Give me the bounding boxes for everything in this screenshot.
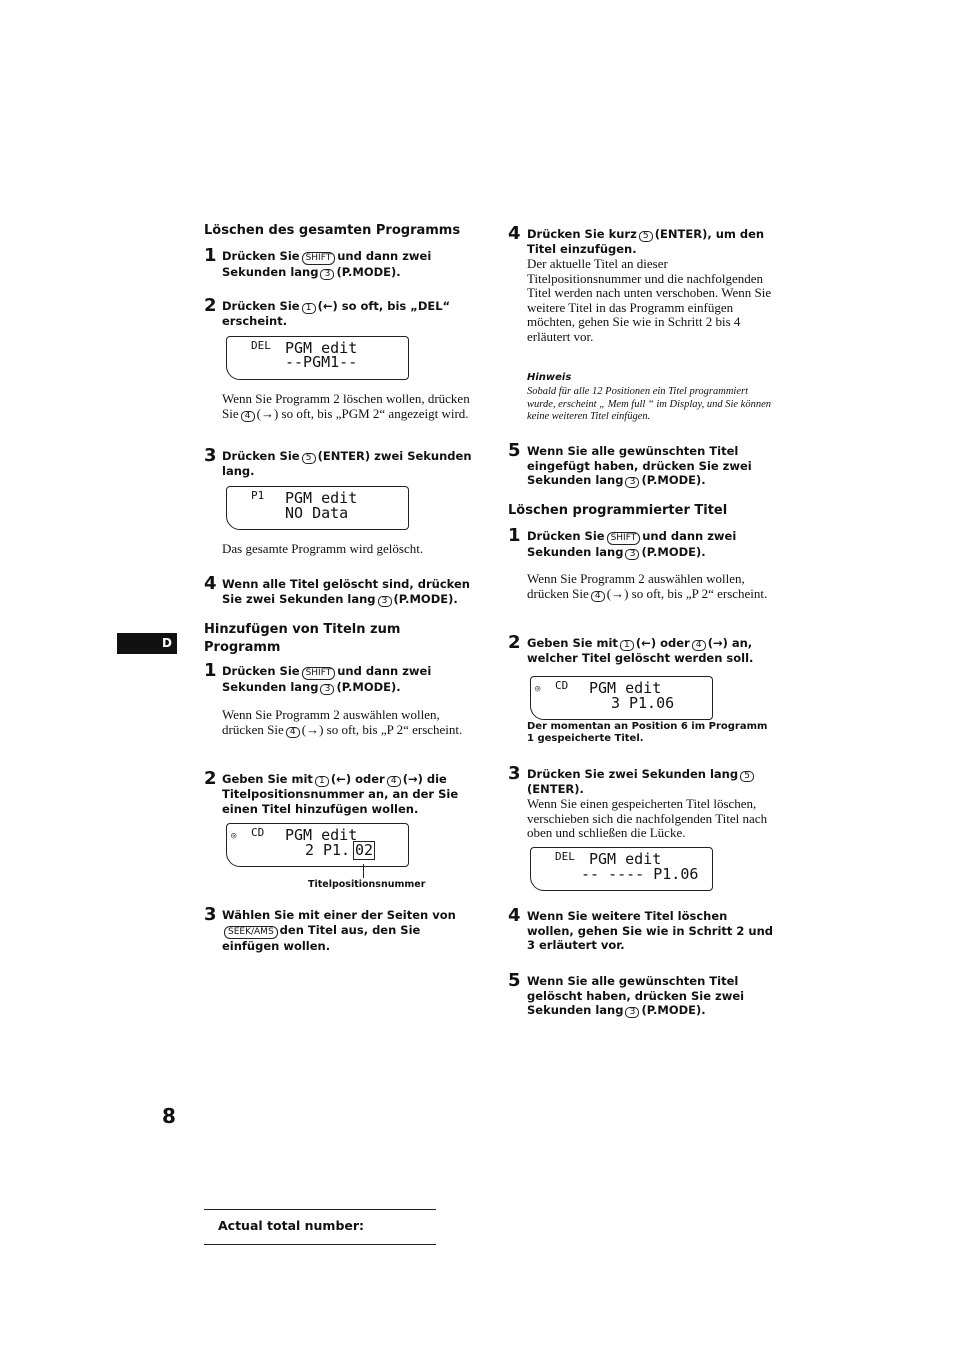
step-number: 1 (204, 245, 217, 266)
section-title-delete-all: Löschen des gesamten Programms (204, 223, 461, 238)
display-line-2-program: P1. (323, 841, 351, 859)
step-detail-text: Der aktuelle Titel an dieser Titelpositionsnummer und die nachfolgenden Titel werden nach unten verschoben. Wenn Sie weitere Titel in das Programm einfügen möchten, gehen Sie wie in Schritt 2 bis 4 erläutert vor. (527, 256, 772, 344)
step-number: 2 (204, 768, 217, 789)
note-text: Wenn Sie Programm 2 löschen wollen, drücken Sie 4 (→) so oft, bis „PGM 2“ angezeigt wird. (222, 391, 470, 421)
step-number: 2 (204, 295, 217, 316)
display-indicator: DEL (251, 339, 271, 352)
key-4-icon: 4 (387, 776, 401, 787)
step-detail-text: Wenn Sie einen gespeicherten Titel löschen, verschieben sich die nachfolgenden Titel nach oben und schließen die Lücke. (527, 796, 768, 840)
step-number: 3 (204, 445, 217, 466)
footer-rule-bottom (204, 1244, 436, 1245)
step-text: Wenn alle Titel gelöscht sind, drücken Sie zwei Sekunden lang 3 (P.MODE). (222, 577, 470, 606)
key-4-icon: 4 (286, 727, 300, 738)
step-text: Wählen Sie mit einer der Seiten vonSEEK/AMS den Titel aus, den Sie einfügen wollen. (222, 908, 456, 953)
key-3-icon: 3 (625, 1007, 639, 1018)
display-line-2: --PGM1-- (285, 353, 358, 371)
display-indicator: P1 (251, 489, 265, 502)
display-indicator: CD (555, 679, 569, 692)
step-number: 3 (508, 763, 521, 784)
display-line-1: PGM edit (589, 679, 662, 697)
display-indicator: CD (251, 826, 265, 839)
display-line-2: NO Data (285, 504, 349, 522)
step-text: Drücken Sie SHIFT und dann zwei Sekunden lang 3 (P.MODE). (527, 529, 737, 559)
cd-disc-icon: ◎ (231, 831, 237, 841)
key-5-icon: 5 (302, 453, 316, 464)
shift-key-icon: SHIFT (302, 667, 336, 680)
display-line-2-index: 3 (611, 694, 621, 712)
step-text: Drücken Sie SHIFT und dann zwei Sekunden lang 3 (P.MODE). (222, 664, 432, 694)
key-4-icon: 4 (241, 411, 255, 422)
key-1-icon: 1 (315, 776, 329, 787)
display-indicator: DEL (555, 850, 575, 863)
shift-key-icon: SHIFT (302, 252, 336, 265)
step-text: Drücken Sie 1 (←) so oft, bis „DEL“ erscheint. (222, 299, 451, 328)
display-position-number: 02 (355, 841, 374, 859)
display-line-2-index: 2 (305, 841, 315, 859)
display-line-1: PGM edit (285, 826, 358, 844)
language-tab: D (117, 633, 177, 654)
cd-disc-icon: ◎ (535, 684, 541, 694)
seek-ams-key-icon: SEEK/AMS (224, 926, 278, 939)
step-text: Wenn Sie weitere Titel löschen wollen, gehen Sie wie in Schritt 2 und 3 erläutert vor. (527, 909, 774, 952)
key-1-icon: 1 (620, 640, 634, 651)
step-number: 4 (204, 573, 217, 594)
key-5-icon: 5 (740, 771, 754, 782)
lcd-display (530, 676, 713, 720)
step-number: 2 (508, 632, 521, 653)
section-title-delete-titles: Löschen programmierter Titel (508, 503, 728, 518)
step-text: Drücken Sie kurz 5 (ENTER), um den Titel einzufügen. (527, 227, 765, 256)
step-text: Drücken Sie zwei Sekunden lang 5 (ENTER). (527, 767, 777, 797)
step-number: 1 (204, 660, 217, 681)
display-caption: Titelpositionsnummer (308, 879, 426, 890)
step-number: 3 (204, 904, 217, 925)
display-line-1: PGM edit (285, 339, 358, 357)
footer-label: Actual total number: (218, 1218, 365, 1233)
page-number: 8 (162, 1104, 176, 1128)
step-text: Wenn Sie alle gewünschten Titel eingefügt haben, drücken Sie zwei Sekunden lang 3 (P.MODE). (527, 444, 752, 487)
step-text: Drücken Sie SHIFT und dann zwei Sekunden lang 3 (P.MODE). (222, 249, 432, 279)
key-3-icon: 3 (625, 549, 639, 560)
key-4-icon: 4 (692, 640, 706, 651)
key-3-icon: 3 (378, 596, 392, 607)
lcd-display (530, 847, 713, 891)
step-number: 5 (508, 440, 521, 461)
lcd-display (226, 336, 409, 380)
section-title-add-titles: Hinzufügen von Titeln zum Programm (204, 622, 401, 655)
step-text: Drücken Sie 5 (ENTER) zwei Sekunden lang. (222, 449, 472, 478)
caption-leader-line (363, 864, 364, 878)
lcd-display (226, 486, 409, 530)
key-3-icon: 3 (320, 269, 334, 280)
shift-key-icon: SHIFT (607, 532, 641, 545)
note-text: Das gesamte Programm wird gelöscht. (222, 541, 424, 556)
hint-title: Hinweis (527, 372, 572, 383)
key-1-icon: 1 (302, 303, 316, 314)
step-number: 4 (508, 223, 521, 244)
key-4-icon: 4 (591, 591, 605, 602)
step-number: 4 (508, 905, 521, 926)
key-3-icon: 3 (625, 477, 639, 488)
step-text: Geben Sie mit 1 (←) oder 4 (→) an, welcher Titel gelöscht werden soll. (527, 636, 754, 665)
hint-text: Sobald für alle 12 Positionen ein Titel programmiert wurde, erscheint „ Mem full “ im Display, und Sie können keine weiteren Titel einfügen. (527, 386, 772, 422)
step-number: 1 (508, 525, 521, 546)
lcd-display (226, 823, 409, 867)
step-number: 5 (508, 970, 521, 991)
display-caption: Der momentan an Position 6 im Programm 1 gespeicherte Titel. (527, 721, 768, 744)
display-line-2-program: P1.06 (629, 694, 675, 712)
footer-rule-top (204, 1209, 436, 1210)
note-text: Wenn Sie Programm 2 auswählen wollen, drücken Sie 4 (→) so oft, bis „P 2“ erscheint. (222, 707, 463, 737)
step-text: Wenn Sie alle gewünschten Titel gelöscht haben, drücken Sie zwei Sekunden lang 3 (P.MODE). (527, 974, 745, 1017)
display-line-1: PGM edit (285, 489, 358, 507)
display-line-2: -- ---- P1.06 (581, 865, 699, 883)
key-3-icon: 3 (320, 684, 334, 695)
key-5-icon: 5 (639, 231, 653, 242)
display-line-1: PGM edit (589, 850, 662, 868)
step-text: Geben Sie mit 1 (←) oder 4 (→) die Titelpositionsnummer an, an der Sie einen Titel hinzufügen wollen. (222, 772, 459, 816)
note-text: Wenn Sie Programm 2 auswählen wollen, drücken Sie 4 (→) so oft, bis „P 2“ erscheint. (527, 571, 768, 601)
